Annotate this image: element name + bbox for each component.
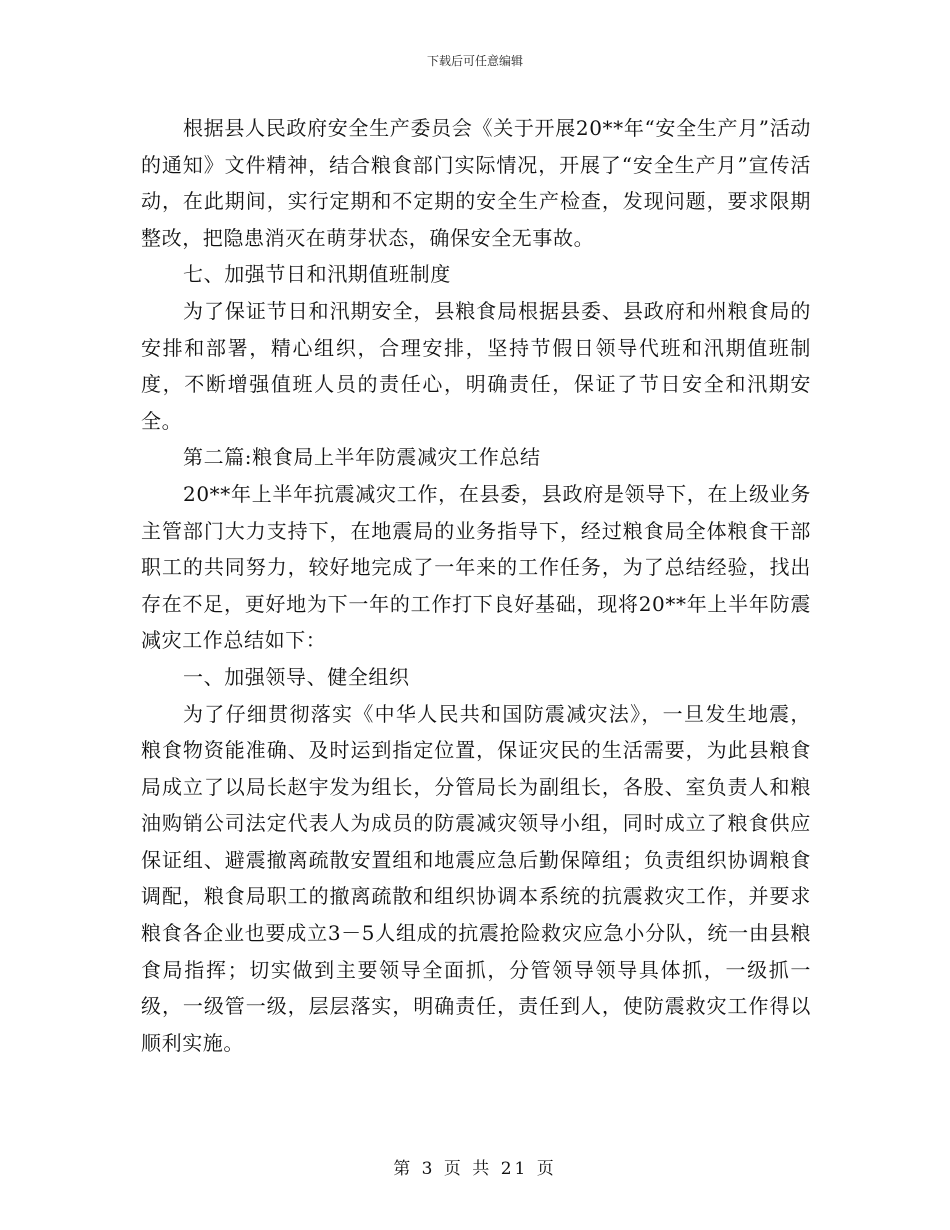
- chapter-title: 第二篇:粮食局上半年防震减灾工作总结: [183, 445, 541, 470]
- document-body: [141, 110, 811, 1061]
- paragraph-holiday-duty: 为了保证节日和汛期安全，县粮食局根据县委、县政府和州粮食局的安排和部署，精心组织，合理安排，坚持节假日领导代班和汛期值班制度，不断增强值班人员的责任心，明确责任，保证了节日安全和汛期安全。: [141, 298, 811, 433]
- paragraph-safety-month: 根据县人民政府安全生产委员会《关于开展20**年“安全生产月”活动的通知》文件精神，结合粮食部门实际情况，开展了“安全生产月”宣传活动，在此期间，实行定期和不定期的安全生产检查，发现问题，要求限期整改，把隐患消灭在萌芽状态，确保安全无事故。: [141, 116, 811, 250]
- section-heading-leadership: 一、加强领导、健全组织: [183, 664, 410, 689]
- paragraph-leadership: 为了仔细贯彻落实《中华人民共和国防震减灾法》，一旦发生地震，粮食物资能准确、及时运到指定位置，保证灾民的生活需要，为此县粮食局成立了以局长赵宇发为组长，分管局长为副组长，各股、室负责人和粮油购销公司法定代表人为成员的防震减灾领导小组，同时成立了粮食供应保证组、避震撤离疏散安置组和地震应急后勤保障组；负责组织协调粮食调配，粮食局职工的撤离疏散和组织协调本系统的抗震救灾工作，并要求粮食各企业也要成立3－5人组成的抗震抢险救灾应急小分队，统一由县粮食局指挥；切实做到主要领导全面抓，分管领导领导具体抓，一级抓一级，一级管一级，层层落实，明确责任，责任到人，使防震救灾工作得以顺利实施。: [141, 701, 811, 1055]
- paragraph-intro: 20**年上半年抗震减灾工作，在县委，县政府是领导下，在上级业务主管部门大力支持下，在地震局的业务指导下，经过粮食局全体粮食干部职工的共同努力，较好地完成了一年来的工作任务，为了总结经验，找出存在不足，更好地为下一年的工作打下良好基础，现将20**年上半年防震减灾工作总结如下：: [141, 481, 811, 653]
- section-heading-holiday-duty: 七、加强节日和汛期值班制度: [183, 262, 451, 287]
- page-footer: 第 3 页 共 21 页: [393, 1159, 557, 1179]
- page-header: 下载后可任意编辑: [426, 54, 523, 68]
